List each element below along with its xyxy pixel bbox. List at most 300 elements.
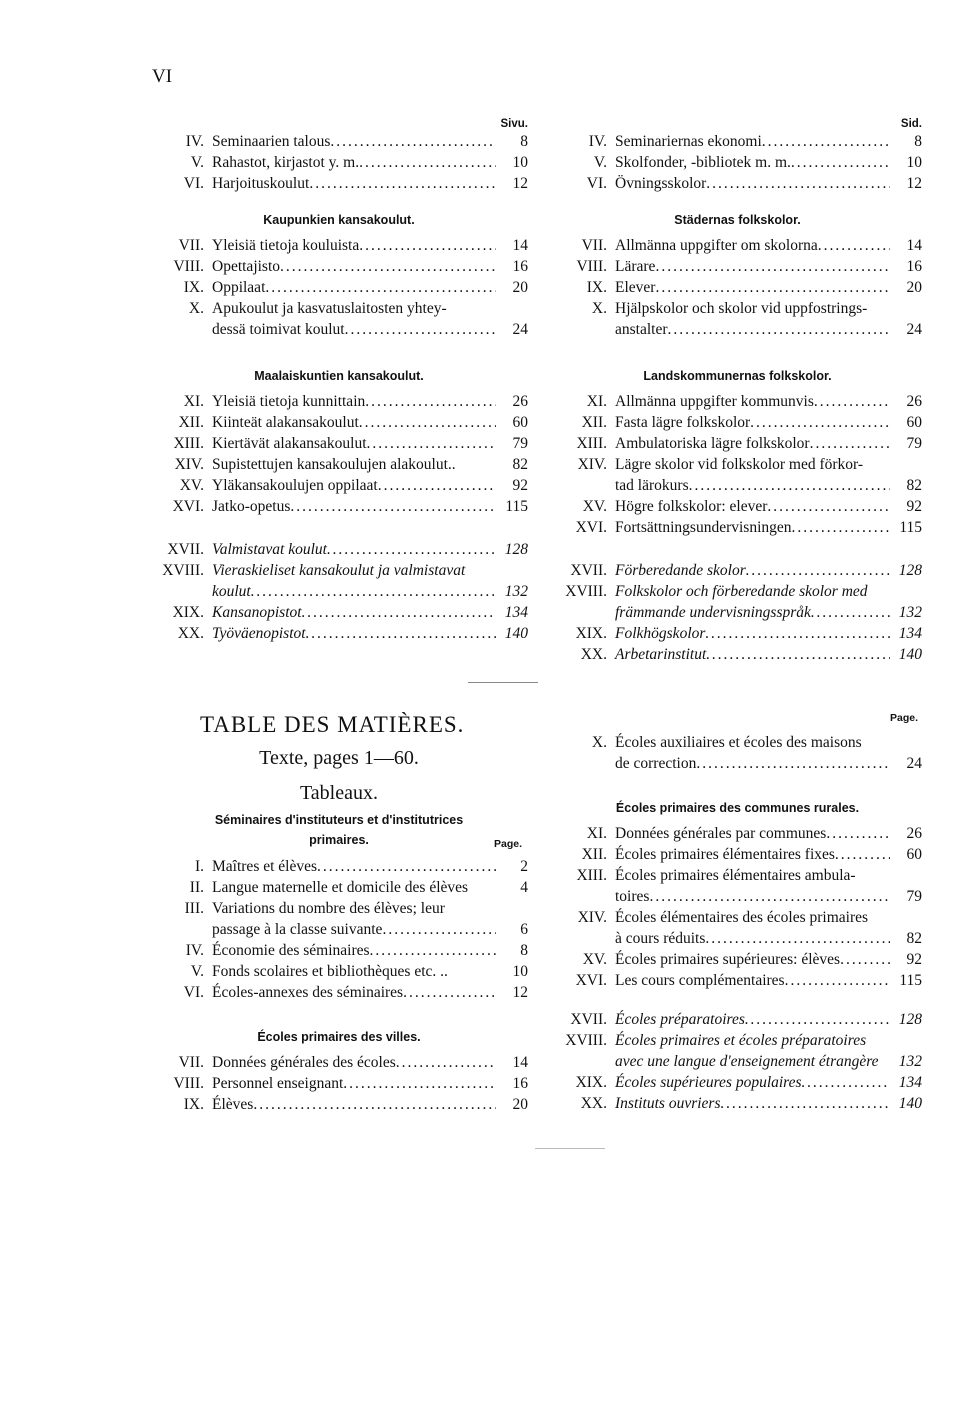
toc-entry-title: dessä toimivat koulut (212, 321, 345, 338)
leader-dots (378, 475, 496, 496)
toc-entry-number: IX. (183, 279, 204, 296)
leader-dots (359, 412, 496, 433)
toc-entry-title: Yläkansakoulujen oppilaat (212, 477, 378, 494)
section-heading: Landskommunernas folkskolor. (643, 369, 832, 383)
toc-entry (150, 623, 528, 644)
texte-line: Texte, pages 1—60. (259, 747, 419, 769)
toc-group (553, 391, 922, 538)
toc-entry-number: XII. (581, 414, 607, 431)
toc-entry-page: 92 (512, 477, 528, 494)
section-heading: Écoles primaires des villes. (257, 1030, 421, 1044)
toc-entry-number: XVIII. (162, 562, 204, 579)
leader-dots (309, 173, 496, 194)
toc-entry-number: VI. (183, 175, 204, 192)
toc-entry-number: XX. (177, 625, 204, 642)
toc-entry-number: XIV. (577, 909, 607, 926)
toc-entry-title: Seminaarien talous (212, 133, 331, 150)
toc-entry (553, 152, 922, 173)
toc-entry-page: 60 (906, 414, 922, 431)
leader-dots (290, 496, 496, 517)
divider (535, 1148, 605, 1149)
toc-entry-title: Kiertävät alakansakoulut (212, 435, 367, 452)
toc-group (150, 391, 528, 517)
leader-dots (811, 602, 890, 623)
toc-entry-number: X. (591, 734, 607, 751)
toc-entry-number: XIV. (577, 456, 607, 473)
toc-entry (150, 173, 528, 194)
toc-entry-title: Élèves (212, 1096, 254, 1113)
toc-entry-title: Folkhögskolor (615, 625, 706, 642)
toc-entry-title: Ambulatoriska lägre folkskolor (615, 435, 810, 452)
toc-entry-title: Apukoulut ja kasvatuslaitosten yhtey- (212, 300, 447, 317)
toc-entry-page: 115 (899, 972, 922, 989)
toc-entry (150, 1073, 528, 1094)
leader-dots (370, 940, 496, 961)
toc-entry-number: XII. (581, 846, 607, 863)
toc-entry (553, 644, 922, 665)
toc-entry-page: 60 (512, 414, 528, 431)
french-title: TABLE DES MATIÈRES. (200, 712, 465, 737)
toc-entry-title: Opettajisto (212, 258, 281, 275)
toc-group (150, 131, 528, 194)
toc-entry-page: 20 (512, 279, 528, 296)
leader-dots (265, 277, 496, 298)
leader-dots (706, 173, 890, 194)
toc-entry-title: Écoles préparatoires (615, 1011, 745, 1028)
toc-entry (150, 433, 528, 454)
toc-entry-number: XVI. (575, 972, 607, 989)
toc-entry-page: 12 (512, 175, 528, 192)
toc-entry-page: 92 (906, 951, 922, 968)
leader-dots (721, 1093, 891, 1114)
toc-group (150, 1052, 528, 1115)
toc-entry-page: 20 (906, 279, 922, 296)
toc-entry-number: XIV. (174, 456, 204, 473)
toc-entry-page: 134 (898, 1074, 922, 1091)
seminaires-heading: Séminaires d'instituteurs et d'institutrices primaires. (214, 813, 464, 847)
toc-entry-page: 82 (512, 456, 528, 473)
toc-entry (553, 844, 922, 865)
toc-entry-page: 26 (906, 393, 922, 410)
leader-dots (655, 256, 890, 277)
toc-entry-title: Työväenopistot (212, 625, 306, 642)
toc-entry-page: 24 (512, 321, 528, 338)
toc-entry-page: 82 (906, 477, 922, 494)
leader-dots (745, 1009, 890, 1030)
toc-entry-number: XIII. (173, 435, 204, 452)
toc-entry (150, 298, 528, 340)
toc-entry-title: främmande undervisningsspråk (615, 604, 811, 621)
toc-entry-page: 140 (504, 625, 528, 642)
toc-entry (553, 454, 922, 496)
toc-entry-title: koulut (212, 583, 251, 600)
toc-entry-title: Elever (615, 279, 656, 296)
toc-entry-page: 92 (906, 498, 922, 515)
leader-dots (382, 919, 496, 940)
toc-entry-page: 134 (898, 625, 922, 642)
toc-entry (553, 823, 922, 844)
toc-entry-number: XI. (586, 393, 607, 410)
toc-entry-page: 128 (898, 1011, 922, 1028)
toc-entry (150, 1094, 528, 1115)
toc-entry-title: Yleisiä tietoja kunnittain (212, 393, 366, 410)
toc-entry-title: à cours réduits (615, 930, 706, 947)
toc-entry-page: 128 (898, 562, 922, 579)
toc-entry-number: IV. (185, 133, 204, 150)
toc-entry (150, 898, 528, 940)
leader-dots (767, 496, 890, 517)
toc-entry-title: Övningsskolor (615, 175, 707, 192)
toc-entry-page: 132 (504, 583, 528, 600)
toc-entry (553, 256, 922, 277)
toc-entry-page: 8 (520, 942, 528, 959)
leader-dots (253, 1094, 496, 1115)
toc-entry-title: Écoles-annexes des séminaires (212, 984, 404, 1001)
toc-entry-title: Langue maternelle et domicile des élèves (212, 879, 469, 896)
leader-dots (280, 256, 496, 277)
toc-entry (150, 412, 528, 433)
toc-entry-page: 128 (504, 541, 528, 558)
toc-entry-page: 20 (512, 1096, 528, 1113)
toc-entry (553, 581, 922, 623)
toc-entry-page: 115 (505, 498, 528, 515)
toc-entry (553, 1009, 922, 1030)
leader-dots (689, 475, 890, 496)
toc-entry-page: 12 (512, 984, 528, 1001)
toc-entry-page: 4 (520, 879, 528, 896)
toc-entry-page: 140 (898, 1095, 922, 1112)
toc-entry-title: Économie des séminaires (212, 942, 370, 959)
toc-entry-page: 24 (906, 321, 922, 338)
toc-entry-page: 14 (512, 237, 528, 254)
toc-entry (150, 877, 528, 898)
toc-entry-number: XVI. (172, 498, 204, 515)
leader-dots (668, 319, 890, 340)
toc-entry (150, 602, 528, 623)
toc-group (553, 823, 922, 991)
toc-entry-number: XII. (178, 414, 204, 431)
toc-entry-title: Maîtres et élèves (212, 858, 318, 875)
toc-entry-title: Données générales par communes (615, 825, 827, 842)
toc-entry (150, 1052, 528, 1073)
toc-entry-number: III. (184, 900, 204, 917)
french-left-contents (150, 856, 528, 1115)
toc-entry-page: 115 (899, 519, 922, 536)
toc-entry-number: VII. (178, 237, 204, 254)
leader-dots (306, 623, 496, 644)
toc-entry-title: Allmänna uppgifter om skolorna (615, 237, 818, 254)
toc-entry (553, 1072, 922, 1093)
toc-entry (150, 856, 528, 877)
page-number: VI (152, 66, 173, 87)
toc-entry-page: 14 (906, 237, 922, 254)
toc-entry-title: Données générales des écoles (212, 1054, 396, 1071)
leader-dots (840, 949, 890, 970)
toc-entry-title: Kansanopistot (212, 604, 302, 621)
toc-entry-title: Écoles primaires supérieures: élèves (615, 951, 841, 968)
toc-entry-number: VIII. (576, 258, 607, 275)
toc-entry-page: 16 (512, 1075, 528, 1092)
toc-entry (553, 412, 922, 433)
toc-entry-page: 10 (512, 154, 528, 171)
toc-entry (553, 298, 922, 340)
toc-entry-title: Écoles primaires élémentaires ambula- (615, 867, 856, 884)
toc-entry (150, 560, 528, 602)
toc-entry-number: IX. (183, 1096, 204, 1113)
toc-entry-title: Seminariernas ekonomi (615, 133, 762, 150)
toc-entry (553, 560, 922, 581)
toc-group (553, 235, 922, 340)
toc-entry-page: 14 (512, 1054, 528, 1071)
toc-group (553, 1009, 922, 1114)
toc-entry-number: VI. (183, 984, 204, 1001)
toc-entry (553, 517, 922, 538)
toc-entry-page: 132 (898, 1053, 922, 1070)
leader-dots (317, 856, 496, 877)
toc-entry-number: XVIII. (565, 583, 607, 600)
toc-entry-title: Yleisiä tietoja kouluista (212, 237, 360, 254)
leader-dots (403, 982, 496, 1003)
toc-entry (553, 949, 922, 970)
section-heading: Kaupunkien kansakoulut. (263, 213, 415, 227)
toc-entry-number: XI. (183, 393, 204, 410)
toc-entry (553, 1093, 922, 1114)
toc-entry-title: Högre folkskolor: elever (615, 498, 768, 515)
leader-dots (251, 581, 496, 602)
leader-dots (750, 412, 890, 433)
toc-entry-title: Fonds scolaires et bibliothèques etc. .. (212, 963, 448, 980)
toc-entry-number: VII. (178, 1054, 204, 1071)
toc-group (150, 235, 528, 340)
leader-dots (705, 928, 890, 949)
finnish-contents (150, 112, 528, 644)
toc-entry-title: Kiinteät alakansakoulut (212, 414, 359, 431)
toc-entry-title: Skolfonder, -bibliotek m. m. (615, 154, 791, 171)
toc-entry (150, 152, 528, 173)
page-column-label: Sid. (900, 118, 922, 130)
toc-entry (553, 623, 922, 644)
toc-entry-page: 8 (520, 133, 528, 150)
toc-entry-title: Förberedande skolor (615, 562, 746, 579)
toc-entry-page: 6 (520, 921, 528, 938)
leader-dots (696, 753, 890, 774)
toc-entry-title: Supistettujen kansakoulujen alakoulut.. (212, 456, 456, 473)
toc-entry-number: XVII. (570, 562, 607, 579)
toc-entry-title: Personnel enseignant (212, 1075, 344, 1092)
toc-entry-number: XIII. (576, 867, 607, 884)
toc-entry-page: 140 (898, 646, 922, 663)
toc-entry (150, 940, 528, 961)
toc-entry-title: Arbetarinstitut (615, 646, 707, 663)
toc-entry-number: XI. (586, 825, 607, 842)
leader-dots (785, 970, 890, 991)
toc-entry-title: toires (615, 888, 650, 905)
toc-entry-title: tad lärokurs (615, 477, 689, 494)
toc-entry-number: V. (593, 154, 607, 171)
toc-entry-number: VII. (581, 237, 607, 254)
toc-entry-number: X. (188, 300, 204, 317)
toc-entry (150, 961, 528, 982)
toc-entry-page: 26 (906, 825, 922, 842)
toc-entry-number: XV. (582, 951, 607, 968)
leader-dots (810, 433, 890, 454)
toc-entry-page: 2 (520, 858, 528, 875)
toc-entry (150, 539, 528, 560)
toc-entry-number: XIII. (576, 435, 607, 452)
leader-dots (359, 152, 496, 173)
toc-entry-page: 79 (906, 435, 922, 452)
leader-dots (802, 1072, 890, 1093)
leader-dots (655, 277, 890, 298)
toc-group (553, 560, 922, 665)
toc-entry-title: Vieraskieliset kansakoulut ja valmistavat (212, 562, 466, 579)
toc-entry-page: 132 (898, 604, 922, 621)
toc-entry-title: Les cours complémentaires (615, 972, 785, 989)
page-column-label: Page. (494, 838, 523, 850)
toc-entry-page: 26 (512, 393, 528, 410)
leader-dots (327, 539, 496, 560)
toc-entry-number: XIX. (575, 625, 607, 642)
divider (468, 682, 538, 683)
toc-entry (553, 865, 922, 907)
leader-dots (367, 433, 496, 454)
toc-entry-number: IV. (185, 942, 204, 959)
toc-group (553, 732, 922, 774)
toc-entry-title: Valmistavat koulut (212, 541, 327, 558)
toc-entry (553, 277, 922, 298)
leader-dots (792, 517, 890, 538)
toc-entry-number: XX. (580, 1095, 607, 1112)
toc-entry-title: Écoles auxiliaires et écoles des maisons (615, 734, 862, 751)
leader-dots (396, 1052, 496, 1073)
toc-entry-number: XV. (179, 477, 204, 494)
toc-entry-title: Fasta lägre folkskolor (615, 414, 751, 431)
toc-entry-title: Rahastot, kirjastot y. m. (212, 154, 360, 171)
toc-entry (553, 907, 922, 949)
toc-entry-number: VIII. (173, 1075, 204, 1092)
toc-entry (553, 970, 922, 991)
toc-entry-page: 8 (914, 133, 922, 150)
leader-dots (359, 235, 496, 256)
leader-dots (826, 823, 890, 844)
toc-entry-number: XVI. (575, 519, 607, 536)
leader-dots (345, 319, 496, 340)
toc-entry-page: 79 (512, 435, 528, 452)
toc-entry (150, 391, 528, 412)
toc-entry-number: XVII. (570, 1011, 607, 1028)
leader-dots (343, 1073, 496, 1094)
leader-dots (814, 391, 890, 412)
toc-entry-number: V. (190, 154, 204, 171)
toc-entry-page: 16 (512, 258, 528, 275)
toc-entry-title: Écoles primaires élémentaires fixes (615, 846, 835, 863)
leader-dots (706, 644, 890, 665)
toc-entry (150, 496, 528, 517)
toc-entry-page: 12 (906, 175, 922, 192)
toc-entry-number: II. (189, 879, 204, 896)
toc-entry (150, 256, 528, 277)
toc-entry-title: Harjoituskoulut (212, 175, 310, 192)
toc-entry-title: Lägre skolor vid folkskolor med förkor- (615, 456, 864, 473)
toc-entry-number: IV. (588, 133, 607, 150)
toc-group (150, 539, 528, 644)
toc-entry-title: passage à la classe suivante (212, 921, 383, 938)
toc-entry-title: Écoles supérieures populaires (615, 1074, 802, 1091)
toc-entry-number: XV. (582, 498, 607, 515)
tableaux-heading: Tableaux. (299, 782, 378, 804)
toc-entry-title: Hjälpskolor och skolor vid uppfostrings- (615, 300, 868, 317)
section-heading: Städernas folkskolor. (674, 213, 801, 227)
toc-entry-title: de correction (615, 755, 697, 772)
toc-entry-number: I. (194, 858, 204, 875)
toc-entry (150, 982, 528, 1003)
toc-entry-page: 82 (906, 930, 922, 947)
toc-entry-number: V. (190, 963, 204, 980)
toc-entry-page: 24 (906, 755, 922, 772)
toc-entry-number: X. (591, 300, 607, 317)
toc-entry (553, 732, 922, 774)
leader-dots (649, 886, 890, 907)
toc-entry (553, 496, 922, 517)
leader-dots (302, 602, 496, 623)
leader-dots (762, 131, 890, 152)
toc-entry (553, 1030, 922, 1072)
toc-entry-number: XIX. (575, 1074, 607, 1091)
toc-entry-page: 79 (906, 888, 922, 905)
toc-entry-title: Allmänna uppgifter kommunvis (615, 393, 814, 410)
toc-entry (553, 391, 922, 412)
toc-entry-number: XIX. (172, 604, 204, 621)
toc-entry-number: VIII. (173, 258, 204, 275)
toc-entry-title: Écoles élémentaires des écoles primaires (615, 909, 869, 926)
leader-dots (791, 152, 890, 173)
page-column-label: Sivu. (500, 118, 528, 130)
toc-entry-number: VI. (586, 175, 607, 192)
toc-entry (553, 131, 922, 152)
toc-entry (150, 475, 528, 496)
toc-entry-number: XVIII. (565, 1032, 607, 1049)
toc-entry-number: IX. (586, 279, 607, 296)
toc-entry-title: Folkskolor och förberedande skolor med (615, 583, 868, 600)
toc-entry-page: 10 (512, 963, 528, 980)
toc-entry (150, 131, 528, 152)
toc-entry-title: anstalter (615, 321, 668, 338)
leader-dots (705, 623, 890, 644)
toc-entry (150, 235, 528, 256)
toc-entry-title: Lärare (615, 258, 656, 275)
swedish-contents (553, 112, 922, 665)
toc-entry-page: 134 (504, 604, 528, 621)
toc-entry-title: Jatko-opetus (212, 498, 291, 515)
leader-dots (835, 844, 890, 865)
leader-dots (365, 391, 496, 412)
section-heading: Maalaiskuntien kansakoulut. (254, 369, 424, 383)
leader-dots (330, 131, 496, 152)
toc-entry-number: XX. (580, 646, 607, 663)
toc-entry-title: Oppilaat (212, 279, 266, 296)
french-right-contents (553, 732, 922, 1114)
section-heading: Écoles primaires des communes rurales. (615, 801, 860, 815)
toc-entry (553, 235, 922, 256)
toc-entry-title: Instituts ouvriers (615, 1095, 721, 1112)
toc-entry (150, 454, 528, 475)
toc-entry-page: 60 (906, 846, 922, 863)
leader-dots (818, 235, 890, 256)
page-column-label: Page. (890, 712, 919, 724)
toc-entry-page: 10 (906, 154, 922, 171)
toc-entry (553, 173, 922, 194)
toc-entry (150, 277, 528, 298)
